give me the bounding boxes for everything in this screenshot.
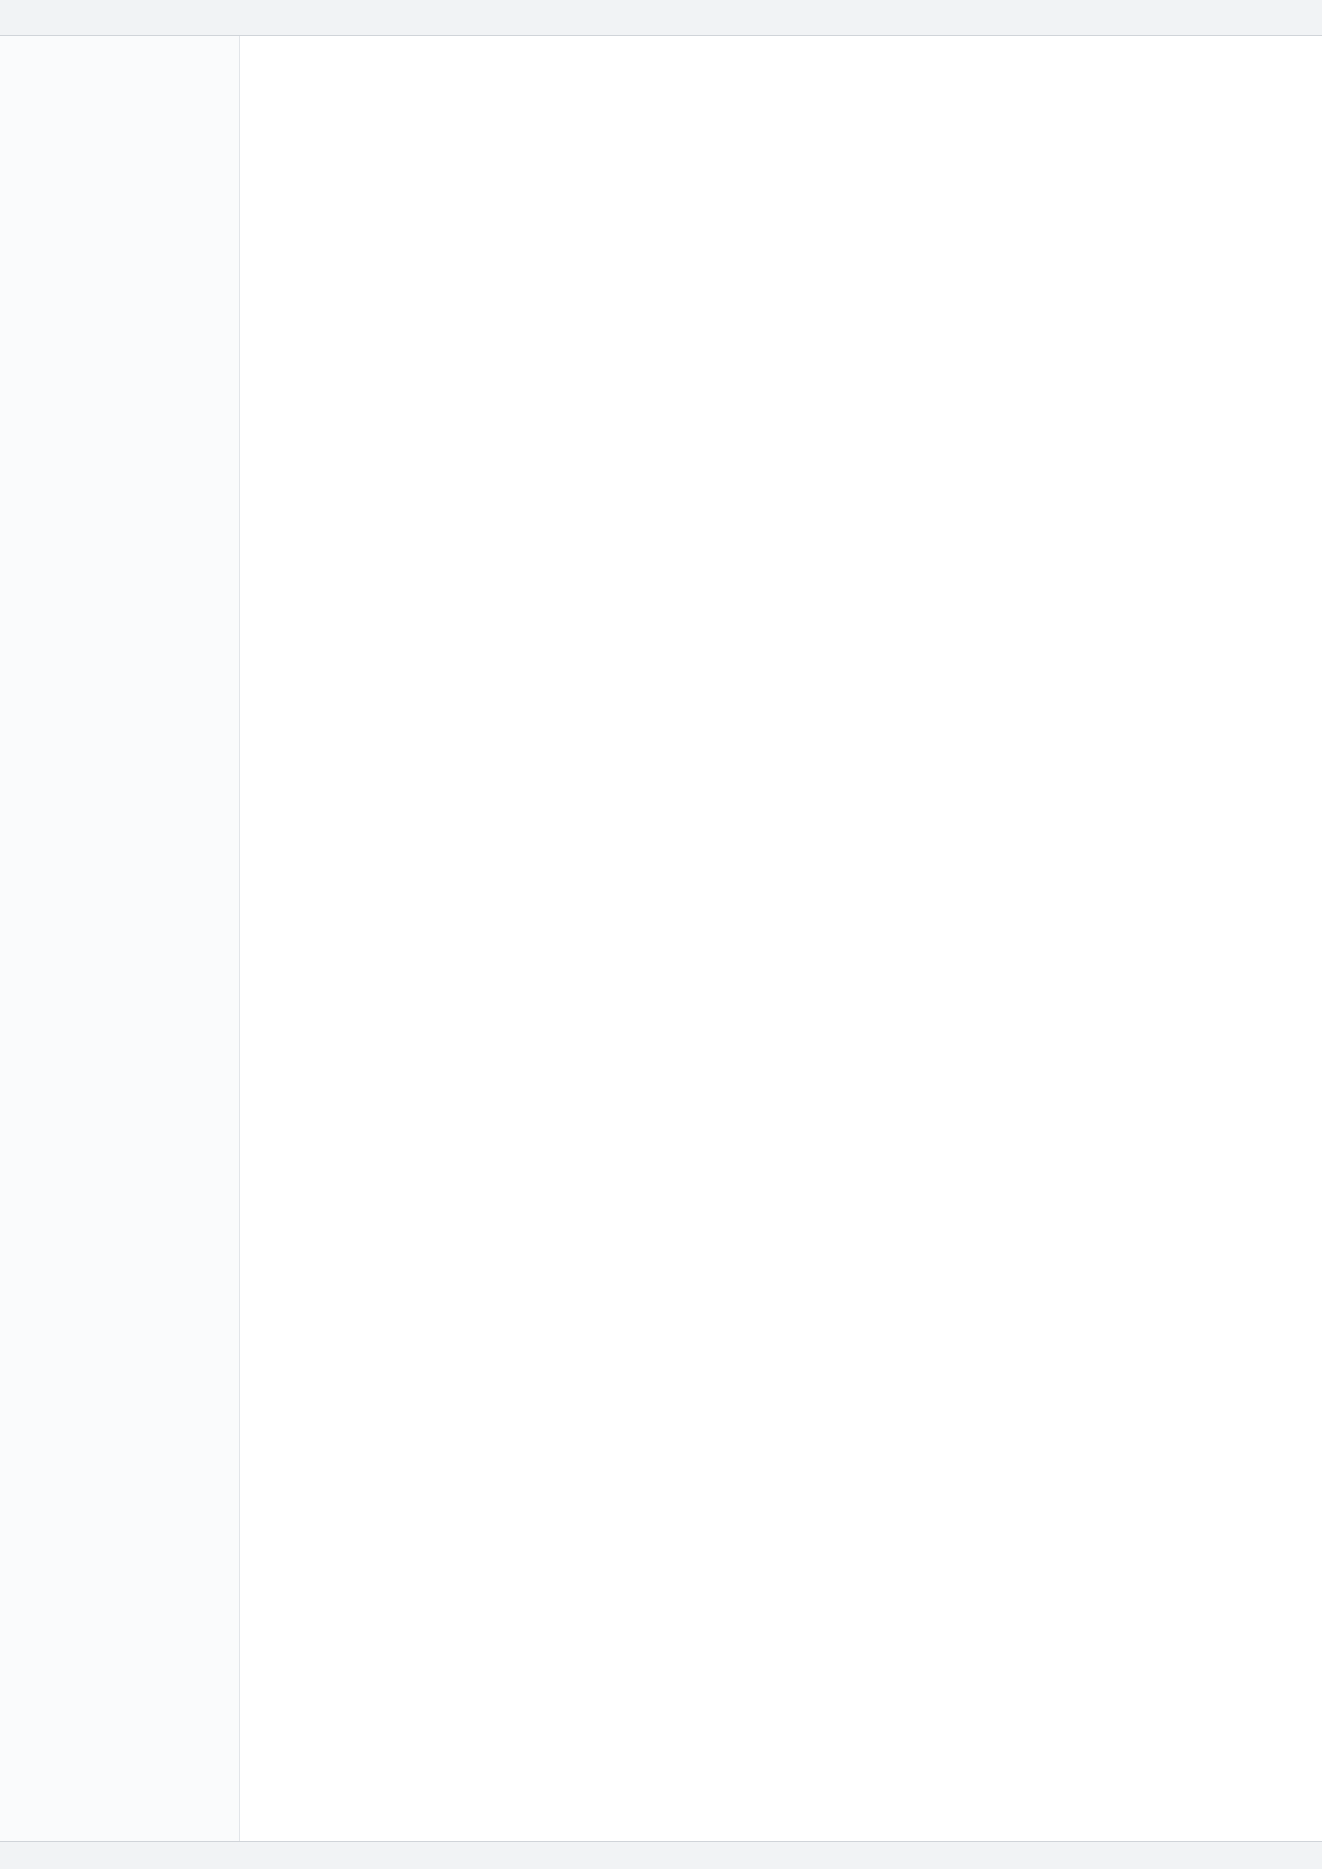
status-bar xyxy=(0,1841,1322,1869)
content-area xyxy=(240,36,1322,1841)
main-area xyxy=(240,36,1322,1841)
title-bar xyxy=(0,0,1322,36)
sidebar xyxy=(0,36,240,1841)
app-body xyxy=(0,36,1322,1841)
